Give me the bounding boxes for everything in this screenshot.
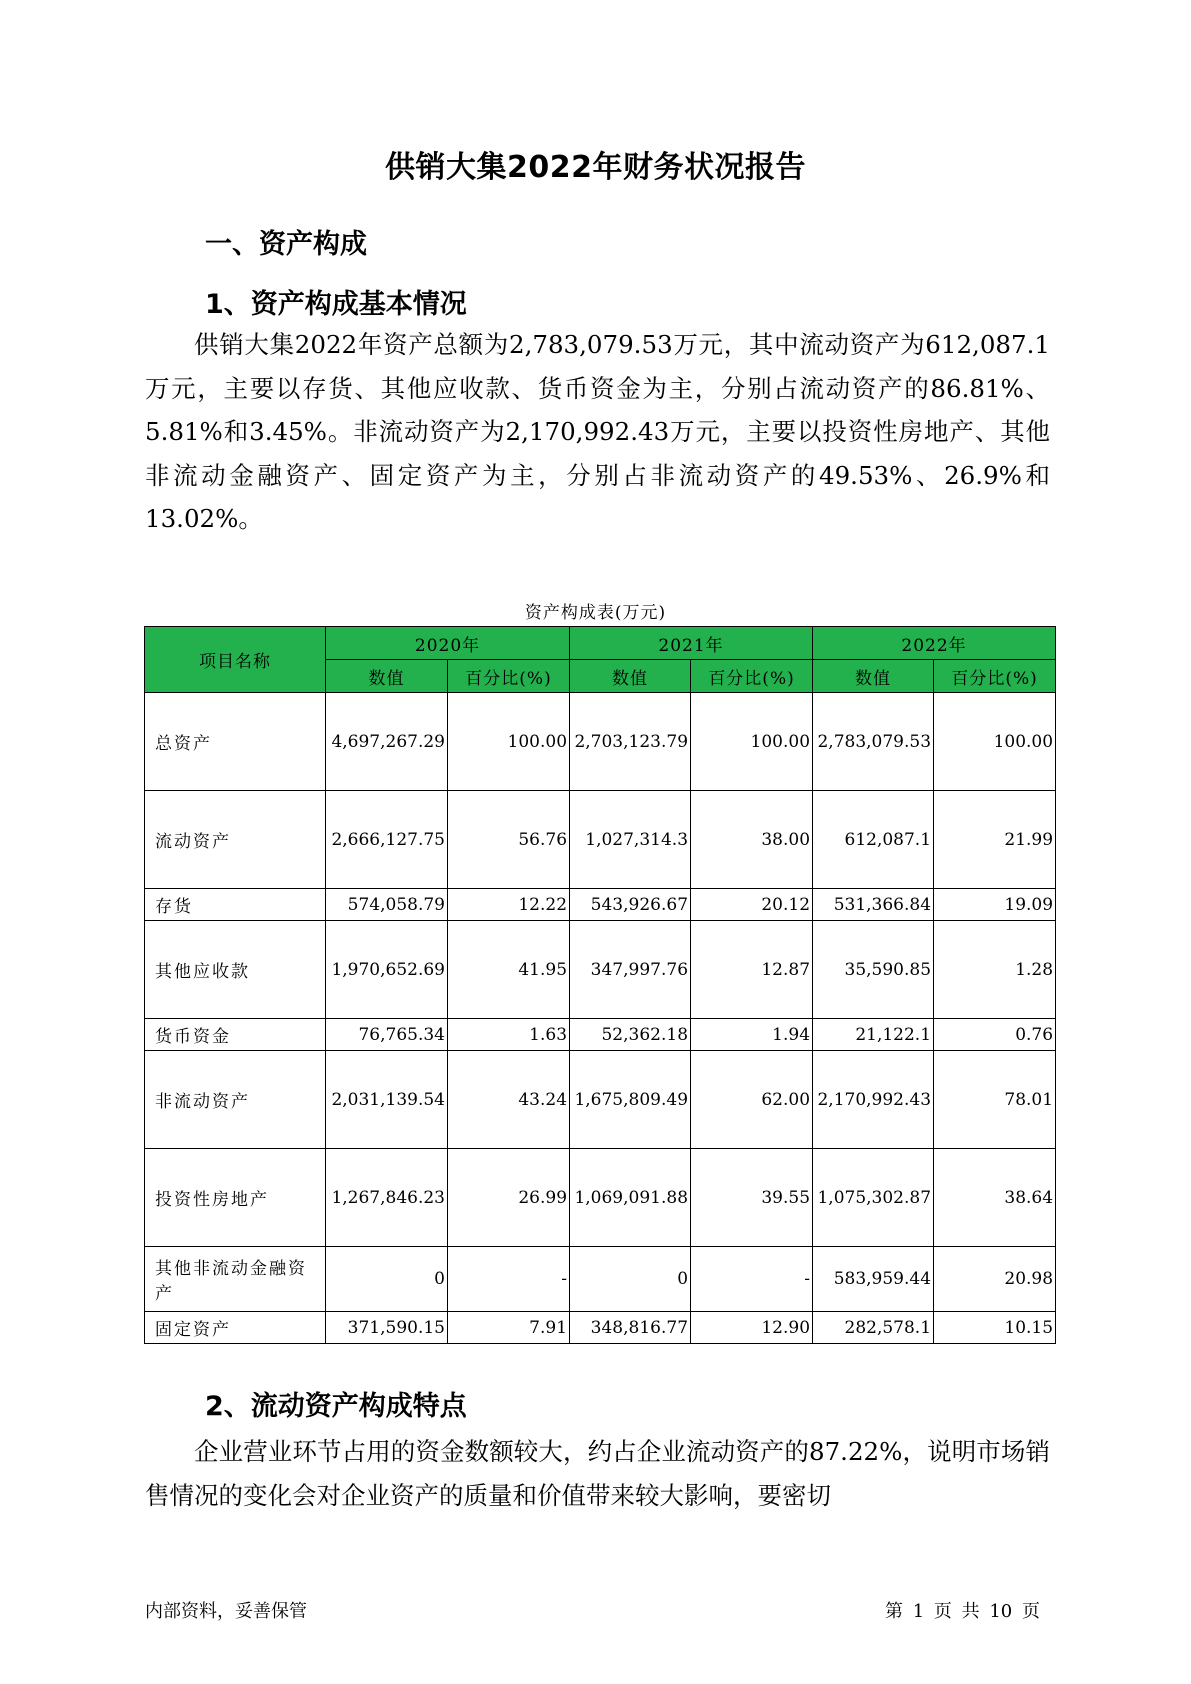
cell-p2021: 100.00: [691, 693, 813, 791]
cell-p2020: 26.99: [448, 1149, 570, 1247]
cell-p2022: 1.28: [934, 921, 1056, 1019]
header-pct-2020: 百分比(%): [448, 660, 570, 693]
table-row: [145, 1312, 1056, 1344]
header-item-name: 项目名称: [145, 627, 326, 693]
header-year-2021: 2021年: [570, 627, 813, 660]
cell-v2022: 35,590.85: [813, 921, 934, 1019]
cell-p2021: 38.00: [691, 791, 813, 889]
table-row: [145, 1247, 1056, 1312]
table-caption: 资产构成表(万元): [524, 603, 667, 623]
current-assets-paragraph: [145, 1430, 1050, 1517]
table-row: [145, 693, 1056, 791]
footer-confidential-note: 内部资料，妥善保管: [145, 1601, 307, 1622]
cell-p2022: 0.76: [934, 1019, 1056, 1051]
cell-v2021: 348,816.77: [570, 1312, 691, 1344]
row-label: 总资产: [145, 693, 326, 791]
cell-p2020: 43.24: [448, 1051, 570, 1149]
cell-v2021: 1,027,314.3: [570, 791, 691, 889]
cell-v2022: 2,170,992.43: [813, 1051, 934, 1149]
cell-p2020: 41.95: [448, 921, 570, 1019]
cell-v2020: 76,765.34: [326, 1019, 448, 1051]
cell-p2022: 21.99: [934, 791, 1056, 889]
cell-v2022: 282,578.1: [813, 1312, 934, 1344]
table-row: [145, 1149, 1056, 1247]
row-label: 货币资金: [145, 1019, 326, 1051]
cell-v2020: 4,697,267.29: [326, 693, 448, 791]
cell-v2020: 2,031,139.54: [326, 1051, 448, 1149]
header-value-2022: 数值: [813, 660, 934, 693]
cell-v2021: 1,069,091.88: [570, 1149, 691, 1247]
cell-v2021: 543,926.67: [570, 889, 691, 921]
row-label: 存货: [145, 889, 326, 921]
header-year-2020: 2020年: [326, 627, 570, 660]
cell-p2021: 12.90: [691, 1312, 813, 1344]
cell-v2022: 1,075,302.87: [813, 1149, 934, 1247]
cell-v2020: 0: [326, 1247, 448, 1312]
cell-v2020: 574,058.79: [326, 889, 448, 921]
asset-summary-paragraph: [145, 323, 1050, 541]
cell-p2022: 20.98: [934, 1247, 1056, 1312]
cell-p2021: 12.87: [691, 921, 813, 1019]
asset-summary-text: 供销大集2022年资产总额为2,783,079.53万元，其中流动资产为612,087.1万元，主要以存货、其他应收款、货币资金为主，分别占流动资产的86.81%、5.81%和3.45%。非流动资产为2,170,992.43万元，主要以投资性房地产、其他非流动金融资产、固定资产为主，分别占非流动资产的49.53%、26.9%和13.02%。: [145, 330, 1050, 533]
cell-v2020: 1,970,652.69: [326, 921, 448, 1019]
cell-p2022: 10.15: [934, 1312, 1056, 1344]
cell-p2022: 100.00: [934, 693, 1056, 791]
cell-v2021: 2,703,123.79: [570, 693, 691, 791]
cell-p2021: 39.55: [691, 1149, 813, 1247]
cell-p2020: 56.76: [448, 791, 570, 889]
cell-v2020: 1,267,846.23: [326, 1149, 448, 1247]
cell-p2020: 100.00: [448, 693, 570, 791]
document-title: 供销大集2022年财务状况报告: [385, 150, 806, 185]
row-label: 固定资产: [145, 1312, 326, 1344]
header-pct-2022: 百分比(%): [934, 660, 1056, 693]
cell-p2021: -: [691, 1247, 813, 1312]
cell-v2022: 21,122.1: [813, 1019, 934, 1051]
cell-p2022: 38.64: [934, 1149, 1056, 1247]
header-value-2021: 数值: [570, 660, 691, 693]
section-heading-asset-composition: 一、资产构成: [205, 229, 367, 260]
header-year-2022: 2022年: [813, 627, 1056, 660]
table-row: [145, 921, 1056, 1019]
header-pct-2021: 百分比(%): [691, 660, 813, 693]
row-label: 其他非流动金融资产: [145, 1247, 326, 1312]
table-row: [145, 889, 1056, 921]
cell-v2021: 0: [570, 1247, 691, 1312]
cell-v2021: 347,997.76: [570, 921, 691, 1019]
table-row: [145, 1019, 1056, 1051]
cell-v2020: 371,590.15: [326, 1312, 448, 1344]
cell-p2020: 1.63: [448, 1019, 570, 1051]
current-assets-text: 企业营业环节占用的资金数额较大，约占企业流动资产的87.22%，说明市场销售情况的变化会对企业资产的质量和价值带来较大影响，要密切: [145, 1437, 1050, 1510]
header-value-2020: 数值: [326, 660, 448, 693]
cell-v2020: 2,666,127.75: [326, 791, 448, 889]
cell-v2022: 2,783,079.53: [813, 693, 934, 791]
cell-p2022: 19.09: [934, 889, 1056, 921]
cell-v2021: 1,675,809.49: [570, 1051, 691, 1149]
cell-p2022: 78.01: [934, 1051, 1056, 1149]
cell-v2022: 531,366.84: [813, 889, 934, 921]
cell-p2021: 1.94: [691, 1019, 813, 1051]
footer-page-number: 第 1 页 共 10 页: [885, 1601, 1040, 1622]
cell-p2020: 12.22: [448, 889, 570, 921]
cell-p2020: 7.91: [448, 1312, 570, 1344]
row-label: 流动资产: [145, 791, 326, 889]
cell-v2022: 583,959.44: [813, 1247, 934, 1312]
table-row: [145, 1051, 1056, 1149]
row-label: 投资性房地产: [145, 1149, 326, 1247]
row-label: 非流动资产: [145, 1051, 326, 1149]
asset-composition-table: [144, 626, 1056, 1344]
cell-p2020: -: [448, 1247, 570, 1312]
table-row: [145, 791, 1056, 889]
cell-p2021: 62.00: [691, 1051, 813, 1149]
subsection-heading-basic: 1、资产构成基本情况: [205, 289, 467, 320]
table-header-row-years: [145, 627, 1056, 660]
subsection-heading-current-assets: 2、流动资产构成特点: [205, 1391, 467, 1422]
row-label: 其他应收款: [145, 921, 326, 1019]
cell-p2021: 20.12: [691, 889, 813, 921]
cell-v2021: 52,362.18: [570, 1019, 691, 1051]
cell-v2022: 612,087.1: [813, 791, 934, 889]
